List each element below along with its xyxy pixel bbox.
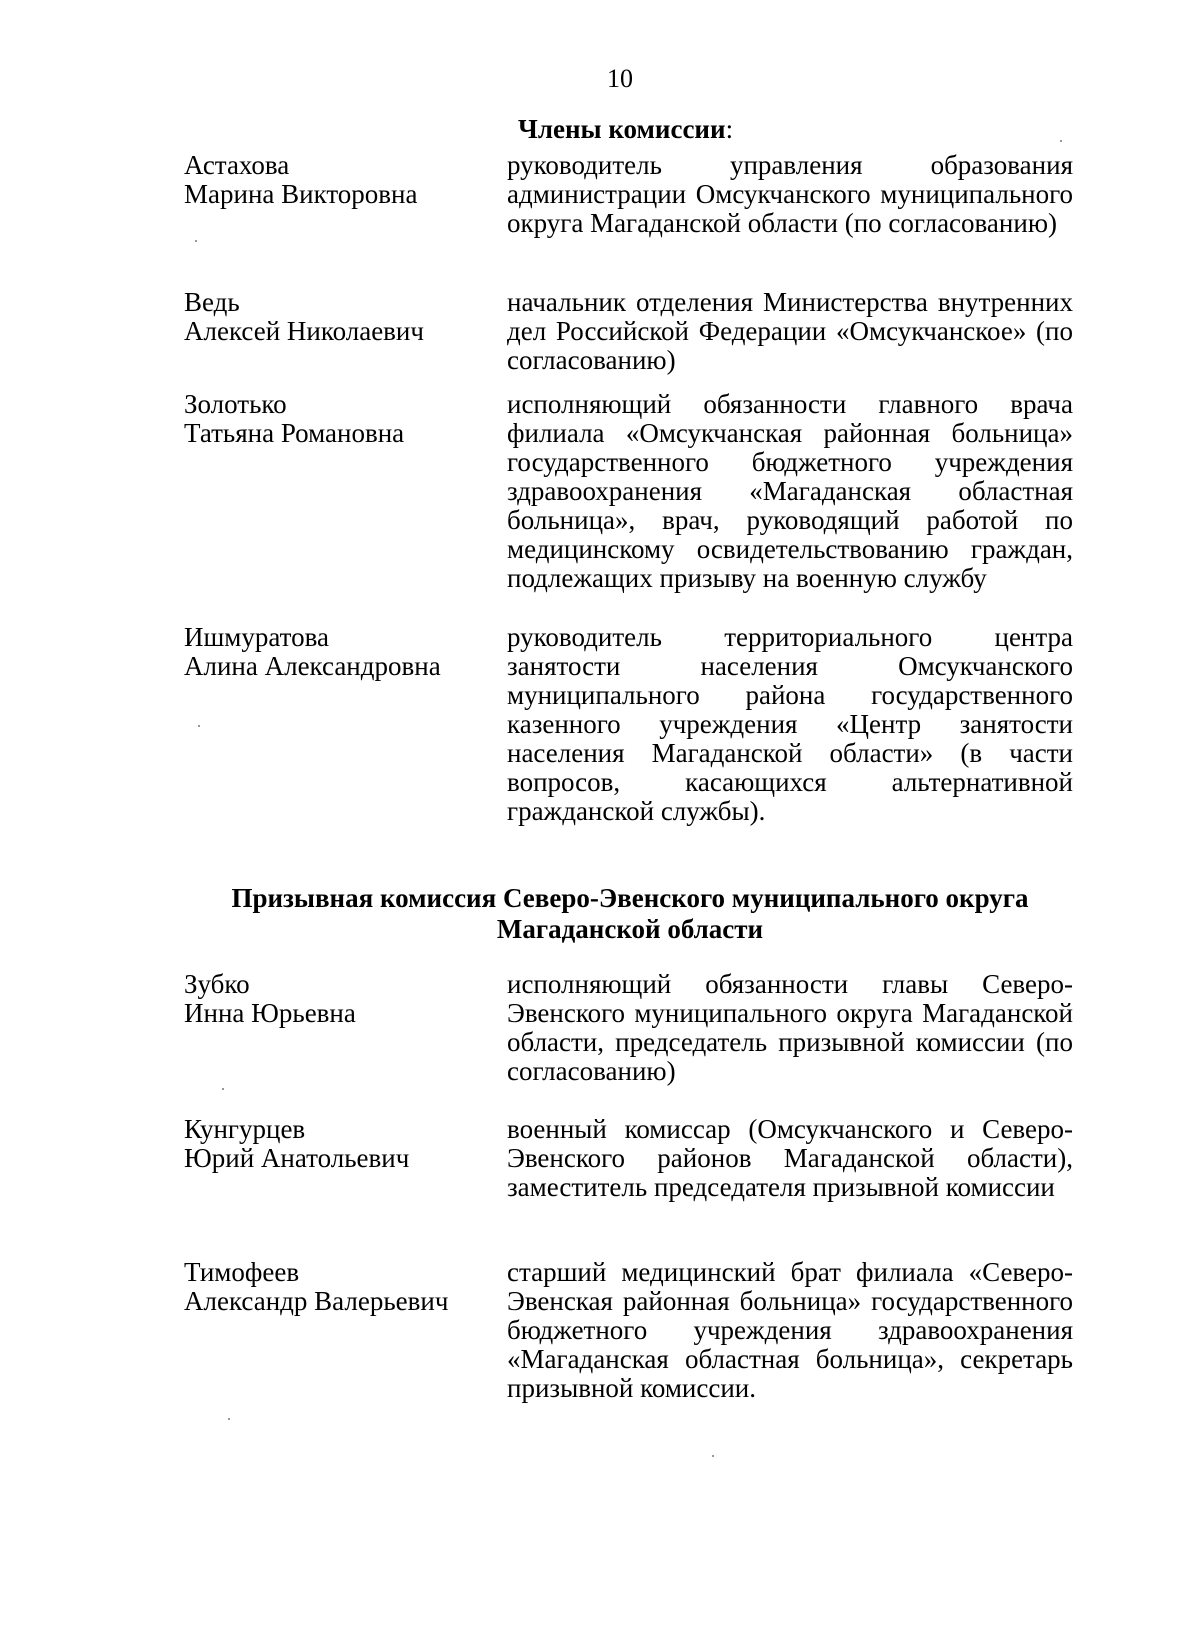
member-given-names: Алина Александровна — [184, 651, 441, 681]
member-surname: Тимофеев — [184, 1257, 300, 1287]
member-surname: Золотько — [184, 389, 287, 419]
member-name — [184, 623, 484, 681]
section-title-line: Магаданской области — [496, 914, 764, 944]
page-number: 10 — [607, 64, 633, 93]
member-given-names: Инна Юрьевна — [184, 998, 356, 1028]
member-given-names: Александр Валерьевич — [184, 1286, 449, 1316]
member-role: руководитель управления образования администрации Омсукчанского муниципального округа Магаданской области (по согласованию) — [507, 150, 1073, 238]
member-name — [184, 390, 484, 448]
member-role: исполняющий обязанности главного врача филиала «Омсукчанская районная больница» государственного бюджетного учреждения здравоохранения «Магаданская областная больница», врач, руководящий работой по медицинскому освидетельствованию граждан, подлежащих призыву на военную службу — [507, 389, 1073, 593]
member-role: исполняющий обязанности главы Северо-Эвенского муниципального округа Магаданской области, председатель призывной комиссии (по согласованию) — [507, 969, 1073, 1086]
member-role: начальник отделения Министерства внутренних дел Российской Федерации «Омсукчанское» (по согласованию) — [507, 287, 1073, 375]
scan-speck — [228, 1418, 230, 1420]
member-surname: Ведь — [184, 287, 240, 317]
section-title — [170, 883, 1090, 945]
member-role: старший медицинский брат филиала «Северо-Эвенская районная больница» государственного бюджетного учреждения здравоохранения «Магаданская областная больница», секретарь призывной комиссии. — [507, 1257, 1073, 1403]
member-surname: Ишмуратова — [184, 622, 329, 652]
member-role: военный комиссар (Омсукчанского и Северо-Эвенского районов Магаданской области), заместитель председателя призывной комиссии — [507, 1114, 1073, 1202]
member-given-names: Татьяна Романовна — [184, 418, 405, 448]
section-title-line: Призывная комиссия Северо-Эвенского муниципального округа — [231, 883, 1029, 913]
scan-speck — [222, 1088, 224, 1090]
member-surname: Зубко — [184, 969, 250, 999]
scan-speck — [198, 725, 200, 727]
members-heading — [518, 115, 733, 144]
member-name — [184, 1115, 484, 1173]
members-heading-text: Члены комиссии — [518, 114, 726, 144]
member-name — [184, 288, 484, 346]
member-name — [184, 970, 484, 1028]
member-surname: Кунгурцев — [184, 1114, 306, 1144]
member-given-names: Юрий Анатольевич — [184, 1143, 410, 1173]
member-given-names: Алексей Николаевич — [184, 316, 424, 346]
scan-speck — [1060, 140, 1062, 142]
members-heading-colon: : — [725, 114, 734, 144]
scan-speck — [195, 240, 197, 242]
member-role: руководитель территориального центра занятости населения Омсукчанского муниципального района государственного казенного учреждения «Центр занятости населения Магаданской области» (в части вопросов, касающихся альтернативной гражданской службы). — [507, 622, 1073, 826]
member-name — [184, 1258, 484, 1316]
member-name — [184, 151, 484, 209]
member-given-names: Марина Викторовна — [184, 179, 418, 209]
scan-speck — [712, 1455, 714, 1457]
member-surname: Астахова — [184, 150, 290, 180]
